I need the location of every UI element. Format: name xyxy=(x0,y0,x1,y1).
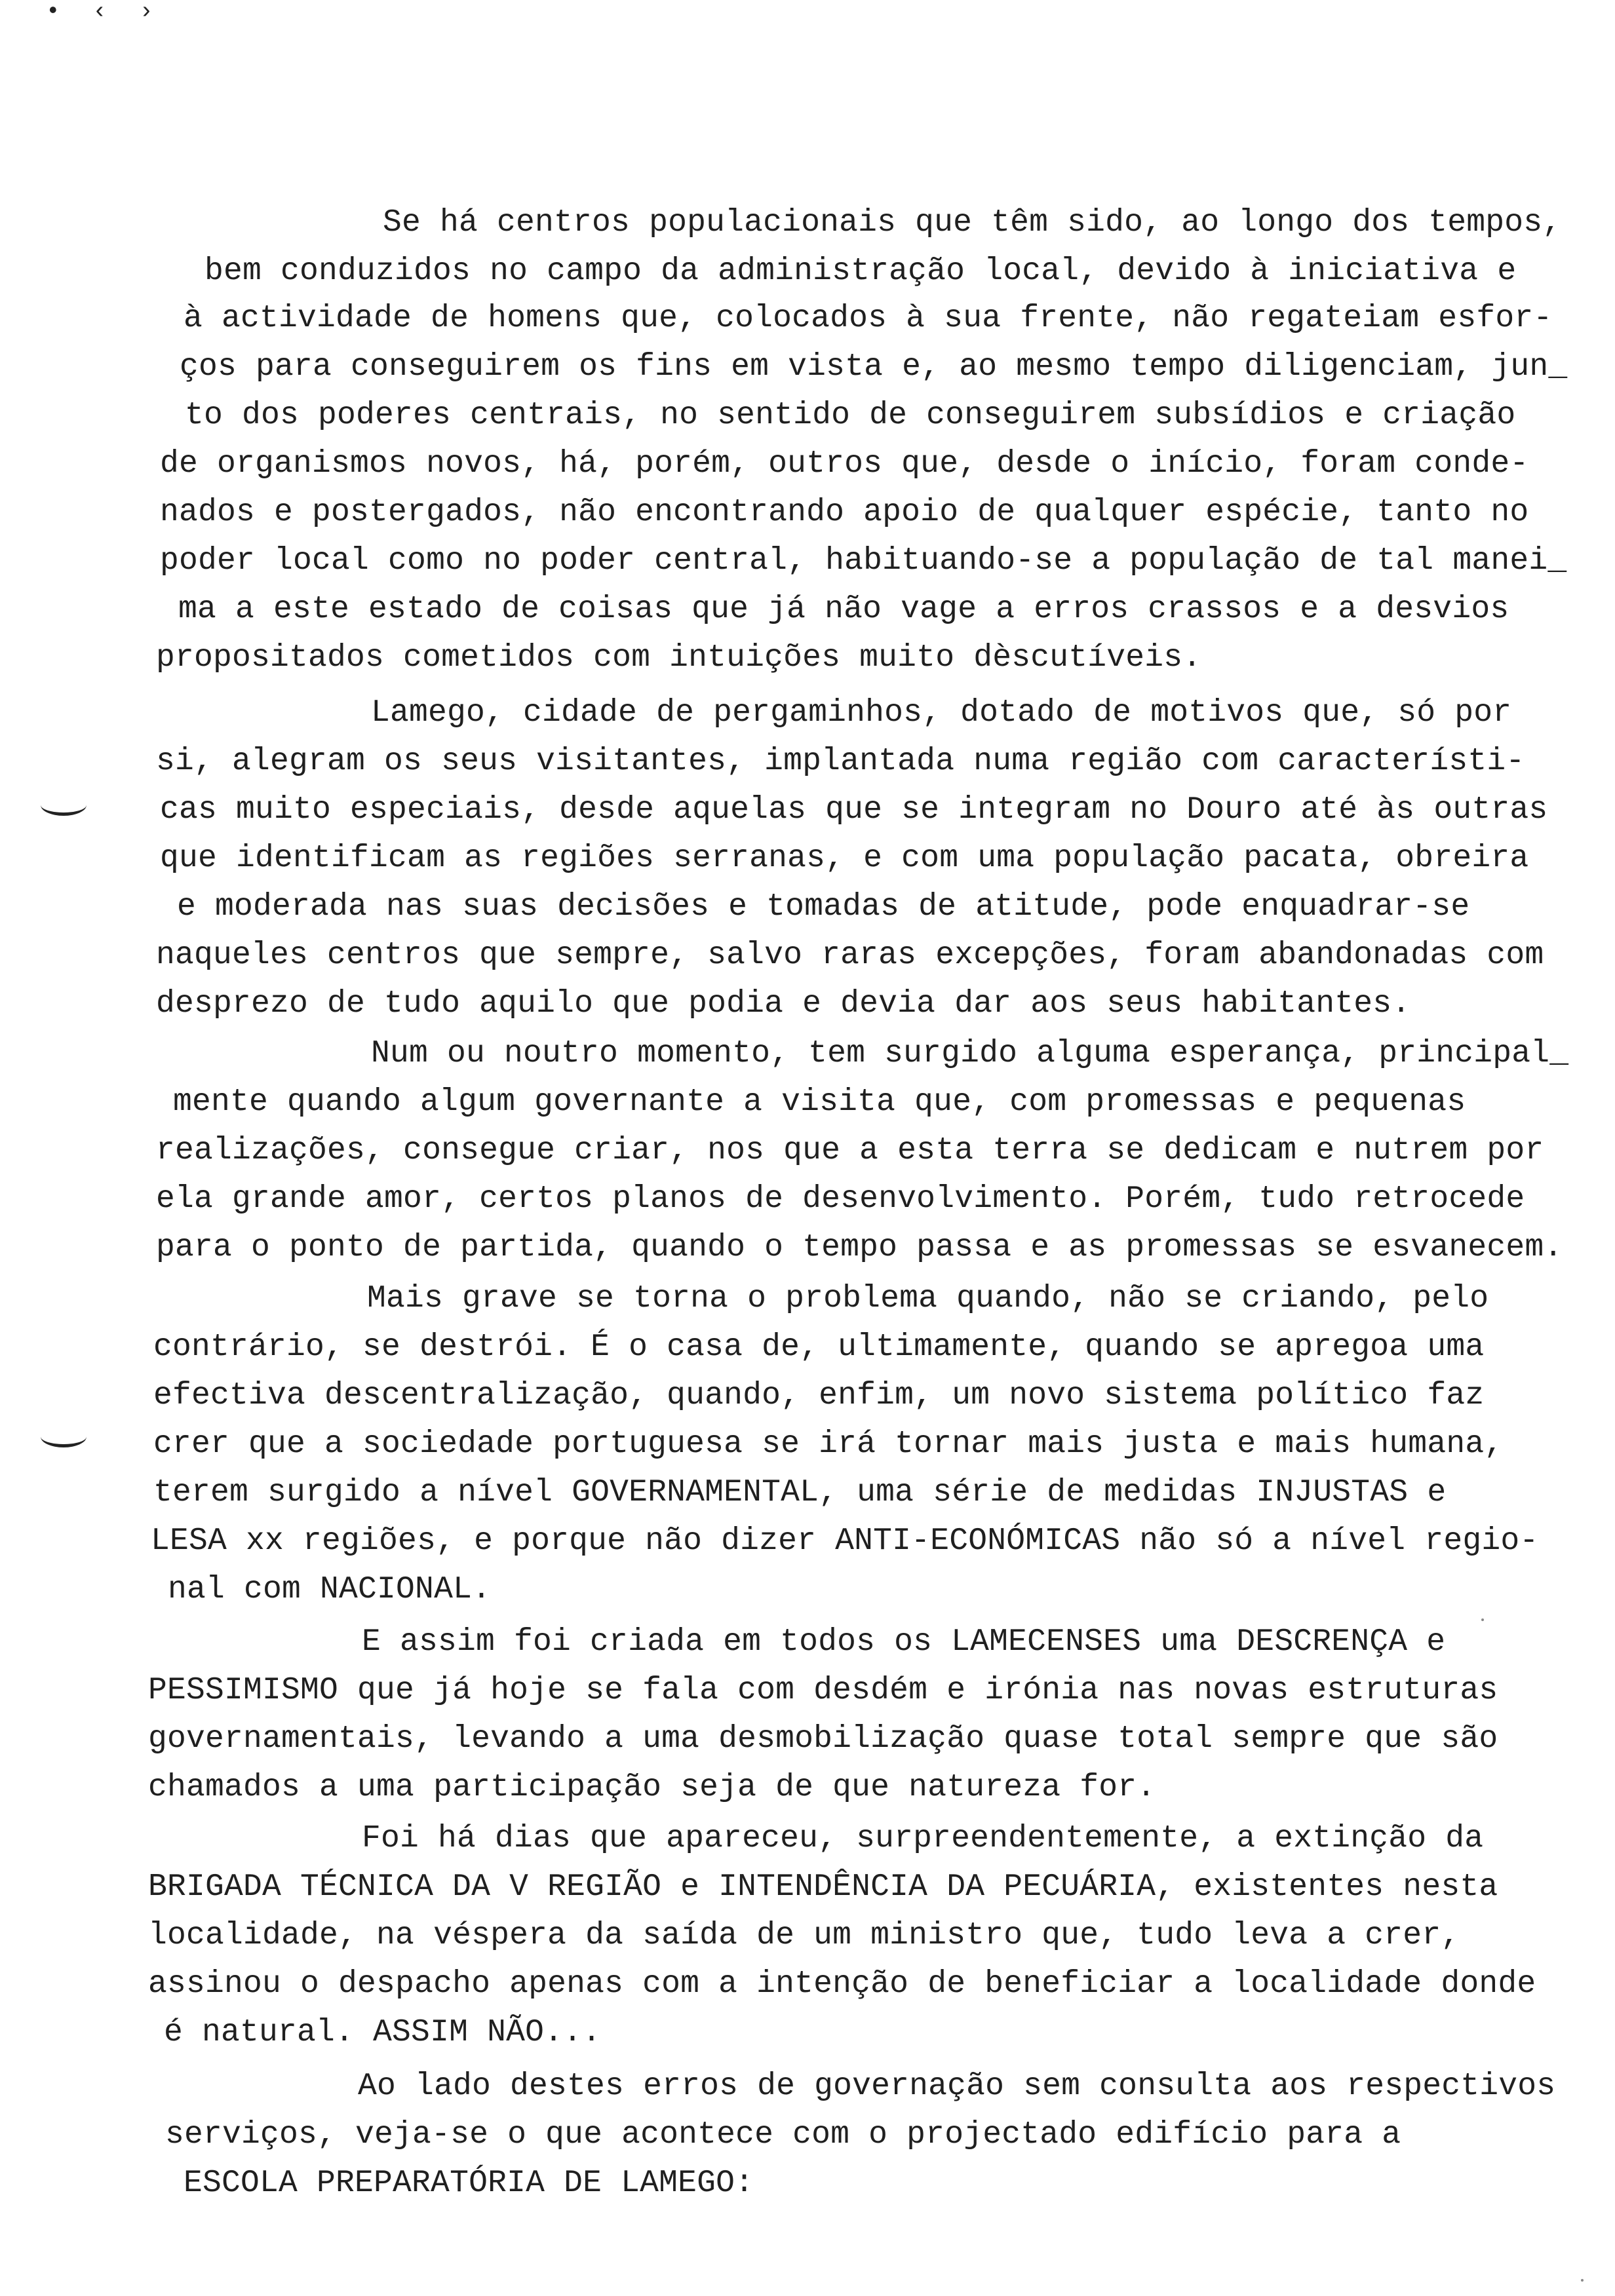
text-line: assinou o despacho apenas com a intenção de beneficiar a localidade donde xyxy=(148,1966,1536,2002)
text-line: à actividade de homens que, colocados à sua frente, não regateiam esfor- xyxy=(184,301,1553,336)
text-line: Num ou noutro momento, tem surgido alguma esperança, principal_ xyxy=(371,1036,1569,1071)
text-line: é natural. ASSIM NÃO... xyxy=(164,2015,602,2050)
text-line: Foi há dias que apareceu, surpreendentemente, a extinção da xyxy=(362,1821,1484,1856)
margin-mark-2 xyxy=(41,1426,87,1447)
text-line: cas muito especiais, desde aquelas que se integram no Douro até às outras xyxy=(160,792,1548,828)
text-line: Mais grave se torna o problema quando, não se criando, pelo xyxy=(367,1281,1489,1316)
text-line: ços para conseguirem os fins em vista e, ao mesmo tempo diligenciam, jun_ xyxy=(180,349,1568,385)
text-line: nados e postergados, não encontrando apoio de qualquer espécie, tanto no xyxy=(160,495,1529,530)
text-line: ma a este estado de coisas que já não vage a erros crassos e a desvios xyxy=(178,592,1509,627)
text-line: Se há centros populacionais que têm sido, ao longo dos tempos, xyxy=(383,205,1562,240)
text-line: poder local como no poder central, habituando-se a população de tal manei_ xyxy=(160,543,1567,579)
text-line: localidade, na véspera da saída de um ministro que, tudo leva a crer, xyxy=(148,1918,1460,1953)
text-line: realizações, consegue criar, nos que a esta terra se dedicam e nutrem por xyxy=(156,1133,1544,1168)
text-line: contrário, se destrói. É o casa de, ultimamente, quando se apregoa uma xyxy=(153,1330,1485,1365)
text-line: nal com NACIONAL. xyxy=(168,1572,492,1607)
text-line: PESSIMISMO que já hoje se fala com desdém e irónia nas novas estruturas xyxy=(148,1673,1498,1708)
text-line: que identificam as regiões serranas, e com uma população pacata, obreira xyxy=(160,841,1529,876)
text-line: LESA xx regiões, e porque não dizer ANTI-ECONÓMICAS não só a nível regio- xyxy=(151,1523,1539,1559)
text-line: serviços, veja-se o que acontece com o projectado edifício para a xyxy=(165,2117,1401,2152)
text-line: governamentais, levando a uma desmobilização quase total sempre que são xyxy=(148,1721,1498,1757)
text-line: to dos poderes centrais, no sentido de conseguirem subsídios e criação xyxy=(185,398,1516,433)
text-line: e moderada nas suas decisões e tomadas de atitude, pode enquadrar-se xyxy=(177,889,1470,925)
text-line: propositados cometidos com intuições muito dèscutíveis. xyxy=(156,640,1202,676)
text-line: Ao lado destes erros de governação sem consulta aos respectivos xyxy=(358,2069,1556,2104)
text-line: terem surgido a nível GOVERNAMENTAL, uma série de medidas INJUSTAS e xyxy=(153,1475,1447,1510)
text-line: ESCOLA PREPARATÓRIA DE LAMEGO: xyxy=(184,2166,754,2201)
text-line: desprezo de tudo aquilo que podia e devia dar aos seus habitantes. xyxy=(156,986,1411,1022)
text-line: mente quando algum governante a visita que, com promessas e pequenas xyxy=(173,1084,1466,1120)
stray-dot xyxy=(1481,1618,1484,1621)
text-line: Lamego, cidade de pergaminhos, dotado de motivos que, só por xyxy=(371,695,1512,731)
text-line: E assim foi criada em todos os LAMECENSES uma DESCRENÇA e xyxy=(362,1624,1446,1660)
corner-marks: • ‹ › xyxy=(46,0,163,25)
margin-mark-1 xyxy=(41,794,87,816)
text-line: BRIGADA TÉCNICA DA V REGIÃO e INTENDÊNCIA DA PECUÁRIA, existentes nesta xyxy=(148,1869,1498,1905)
text-line: bem conduzidos no campo da administração local, devido à iniciativa e xyxy=(204,254,1517,289)
text-line: naqueles centros que sempre, salvo raras excepções, foram abandonadas com xyxy=(156,938,1544,973)
text-line: de organismos novos, há, porém, outros que, desde o início, foram conde- xyxy=(160,446,1529,482)
text-line: para o ponto de partida, quando o tempo passa e as promessas se esvanecem. xyxy=(156,1230,1563,1265)
text-line: chamados a uma participação seja de que natureza for. xyxy=(148,1770,1156,1805)
text-line: si, alegram os seus visitantes, implantada numa região com característi- xyxy=(156,744,1525,779)
text-line: efectiva descentralização, quando, enfim, um novo sistema político faz xyxy=(153,1378,1485,1413)
text-line: crer que a sociedade portuguesa se irá tornar mais justa e mais humana, xyxy=(153,1426,1504,1462)
text-line: ela grande amor, certos planos de desenvolvimento. Porém, tudo retrocede xyxy=(156,1181,1525,1217)
stray-dot-corner xyxy=(1581,2279,1584,2282)
